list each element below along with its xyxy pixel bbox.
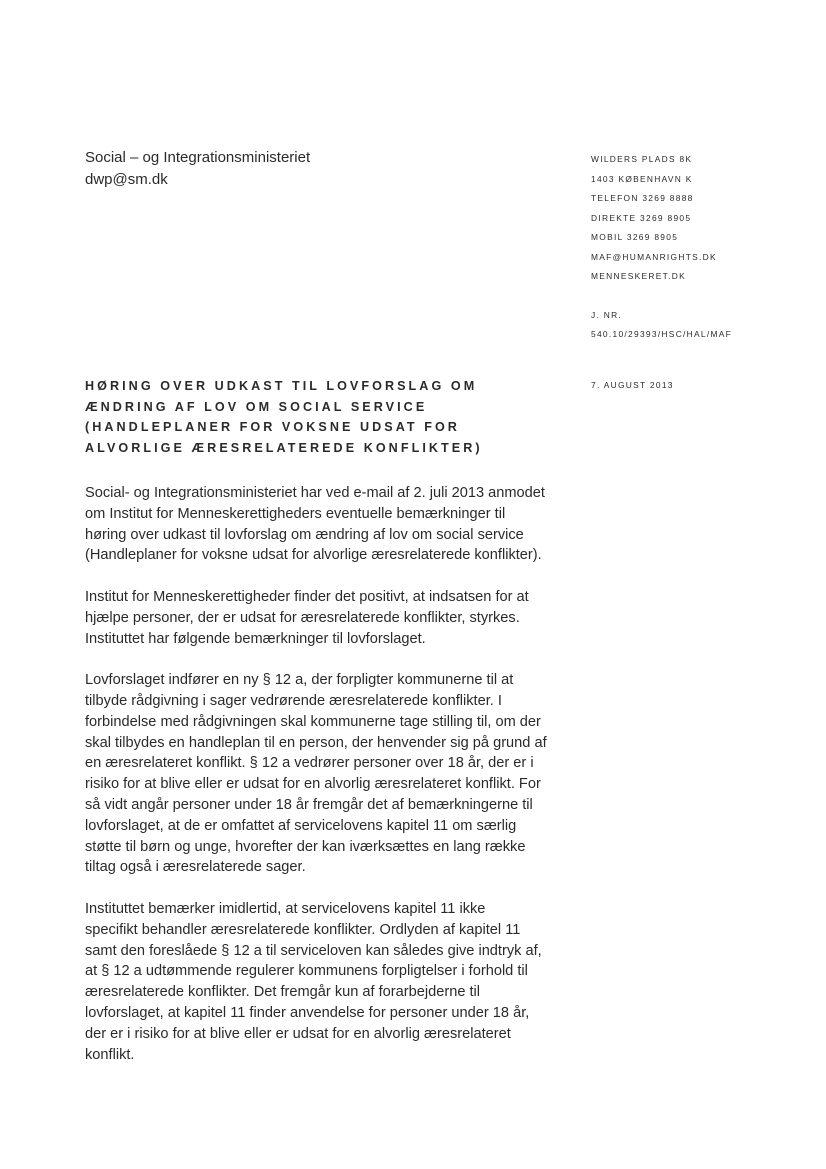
journal-number-value: 540.10/29393/HSC/HAL/MAF (591, 329, 733, 339)
body-line: specifikt behandler æresrelaterede konflikter. Ordlyden af kapitel 11 (85, 921, 521, 938)
subject-line: ÆNDRING AF LOV OM SOCIAL SERVICE (85, 399, 428, 414)
body-line: Instituttet har følgende bemærkninger til lovforslaget. (85, 630, 426, 647)
sender-block (591, 150, 732, 345)
body-line: en æresrelateret konflikt. § 12 a vedrører personer over 18 år, der er i (85, 755, 534, 772)
subject-line: HØRING OVER UDKAST TIL LOVFORSLAG OM (85, 379, 478, 393)
recipient-email: dwp@sm.dk (85, 171, 168, 188)
body-line: hjælpe personer, der er udsat for æresrelaterede konflikter, styrkes. (85, 609, 520, 626)
sender-email: MAF@HUMANRIGHTS.DK (591, 251, 717, 262)
body-line: Lovforslaget indfører en ny § 12 a, der forpligter kommunerne til at (85, 672, 514, 689)
sender-city: 1403 KØBENHAVN K (591, 173, 693, 184)
body-line: at § 12 a udtømmende regulerer kommunens forpligtelser i forhold til (85, 963, 528, 980)
recipient-name: Social – og Integrationsministeriet (85, 149, 311, 166)
sender-phone: TELEFON 3269 8888 (591, 193, 694, 203)
body-line: forbindelse med rådgivningen skal kommunerne tage stilling til, om der (85, 713, 541, 730)
body-line: Social- og Integrationsministeriet har ved e-mail af 2. juli 2013 anmodet (85, 485, 545, 501)
paragraph-remark (85, 899, 585, 1065)
body-line: der er i risiko for at blive eller er udsat for en alvorlig æresrelateret (85, 1025, 511, 1042)
journal-number-label: J. NR. (591, 309, 623, 320)
body-line: (Handleplaner for voksne udsat for alvorlige æresrelaterede konflikter). (85, 547, 542, 564)
sender-street: WILDERS PLADS 8K (591, 154, 693, 164)
sender-gap (591, 287, 732, 306)
body-line: så vidt angår personer under 18 år fremgår det af bemærkningerne til (85, 796, 533, 813)
body-line: konflikt. (85, 1046, 135, 1063)
body-line: Instituttet bemærker imidlertid, at servicelovens kapitel 11 ikke (85, 900, 486, 917)
recipient-block (85, 147, 310, 191)
letter-body (85, 483, 585, 1086)
body-line: om Institut for Menneskerettigheders eventuelle bemærkninger til (85, 505, 506, 522)
body-line: Institut for Menneskerettigheder finder det positivt, at indsatsen for at (85, 588, 529, 605)
body-line: lovforslaget, at kapitel 11 finder anvendelse for personer under 18 år, (85, 1004, 530, 1021)
paragraph-request (85, 483, 585, 566)
body-line: æresrelaterede konflikter. Det fremgår kun af forarbejderne til (85, 984, 481, 1001)
sender-website: MENNESKERET.DK (591, 271, 686, 281)
body-line: risiko for at blive eller er udsat for en alvorlig æresrelateret konflikt. For (85, 776, 541, 793)
body-line: skal tilbydes en handleplan til en person, der henvender sig på grund af (85, 734, 547, 751)
subject-line: (HANDLEPLANER FOR VOKSNE UDSAT FOR (85, 420, 460, 434)
subject-line: ALVORLIGE ÆRESRELATEREDE KONFLIKTER) (85, 440, 483, 455)
body-line: tiltag også i æresrelaterede sager. (85, 859, 306, 876)
sender-direct: DIREKTE 3269 8905 (591, 212, 692, 223)
sender-mobile: MOBIL 3269 8905 (591, 232, 679, 242)
body-line: samt den foreslåede § 12 a til serviceloven kan således give indtryk af, (85, 942, 542, 959)
letter-date: 7. AUGUST 2013 (591, 380, 674, 390)
body-line: lovforslaget, at de er omfattet af servicelovens kapitel 11 om særlig (85, 817, 517, 834)
body-line: støtte til børn og unge, hvorefter der kan iværksættes en lang række (85, 838, 526, 855)
subject-heading (85, 376, 525, 458)
paragraph-proposal (85, 670, 585, 878)
body-line: tilbyde rådgivning i sager vedrørende æresrelaterede konflikter. I (85, 692, 502, 709)
paragraph-positive (85, 587, 585, 649)
body-line: høring over udkast til lovforslag om ændring af lov om social service (85, 526, 524, 543)
